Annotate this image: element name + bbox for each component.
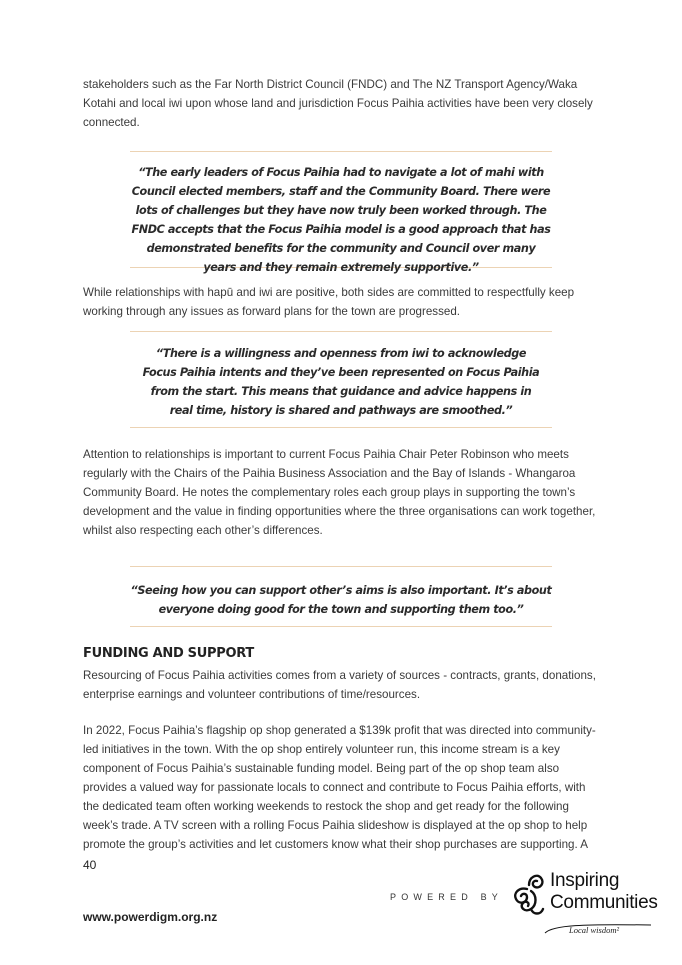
inspiring-communities-logo [507,867,657,939]
council-quote: “The early leaders of Focus Paihia had to navigate a lot of mahi with Council elected members, staff and the Community Board. There were lots of challenges but they have now truly been worked through. The FNDC accepts that the Focus Paihia model is a good approach that has demonstrated benefits for the community and Council over many years and they remain extremely supportive.” [130,151,552,268]
powered-by-label: POWERED BY [390,892,504,902]
resourcing-paragraph: Resourcing of Focus Paihia activities comes from a variety of sources - contracts, grants, donations, enterprise earnings and volunteer contributions of time/resources. [83,669,596,701]
support-quote: “Seeing how you can support other’s aims is also important. It’s about everyone doing good for the town and supporting them too.” [130,566,552,627]
attention-paragraph: Attention to relationships is important to current Focus Paihia Chair Peter Robinson who meets regularly with the Chairs of the Paihia Business Association and the Bay of Islands - Whangaroa Community Board. He notes the complementary roles each group plays in supporting the town’s development and the value in finding opportunities where the three organisations can work together, whilst also respecting each other’s differences. [83,448,596,537]
page-number: 40 [83,858,97,872]
relationships-paragraph: While relationships with hapū and iwi are positive, both sides are committed to respectfully keep working through any issues as forward plans for the town are progressed. [83,286,575,318]
triple-spiral-icon [507,869,551,921]
iwi-quote: “There is a willingness and openness from iwi to acknowledge Focus Paihia intents and they’ve been represented on Focus Paihia from the start. This means that guidance and advice happens in real time, history is shared and pathways are smoothed.” [130,331,552,428]
opshop-paragraph: In 2022, Focus Paihia’s flagship op shop generated a $139k profit that was directed into community-led initiatives in the town. With the op shop entirely volunteer run, this income stream is a key component of Focus Paihia’s sustainable funding model. Being part of the op shop team also provides a valued way for passionate locals to connect and contribute to Focus Paihia efforts, with the dedicated team often working weekends to restock the shop and get ready for the following week’s trade. A TV screen with a rolling Focus Paihia slideshow is displayed at the op shop to help promote the group’s activities and let customers know what their shop purchases are supporting. A [83,724,596,851]
website-link[interactable]: www.powerdigm.org.nz [83,910,218,924]
logo-text-line1: Inspiring [550,870,620,891]
logo-text-line2: Communities [550,892,658,913]
section-heading: FUNDING AND SUPPORT [83,646,254,661]
logo-tagline: Local wisdom² [569,925,620,935]
intro-paragraph: stakeholders such as the Far North District Council (FNDC) and The NZ Transport Agency/Waka Kotahi and local iwi upon whose land and jurisdiction Focus Paihia activities have been very closely connected. [83,78,593,129]
